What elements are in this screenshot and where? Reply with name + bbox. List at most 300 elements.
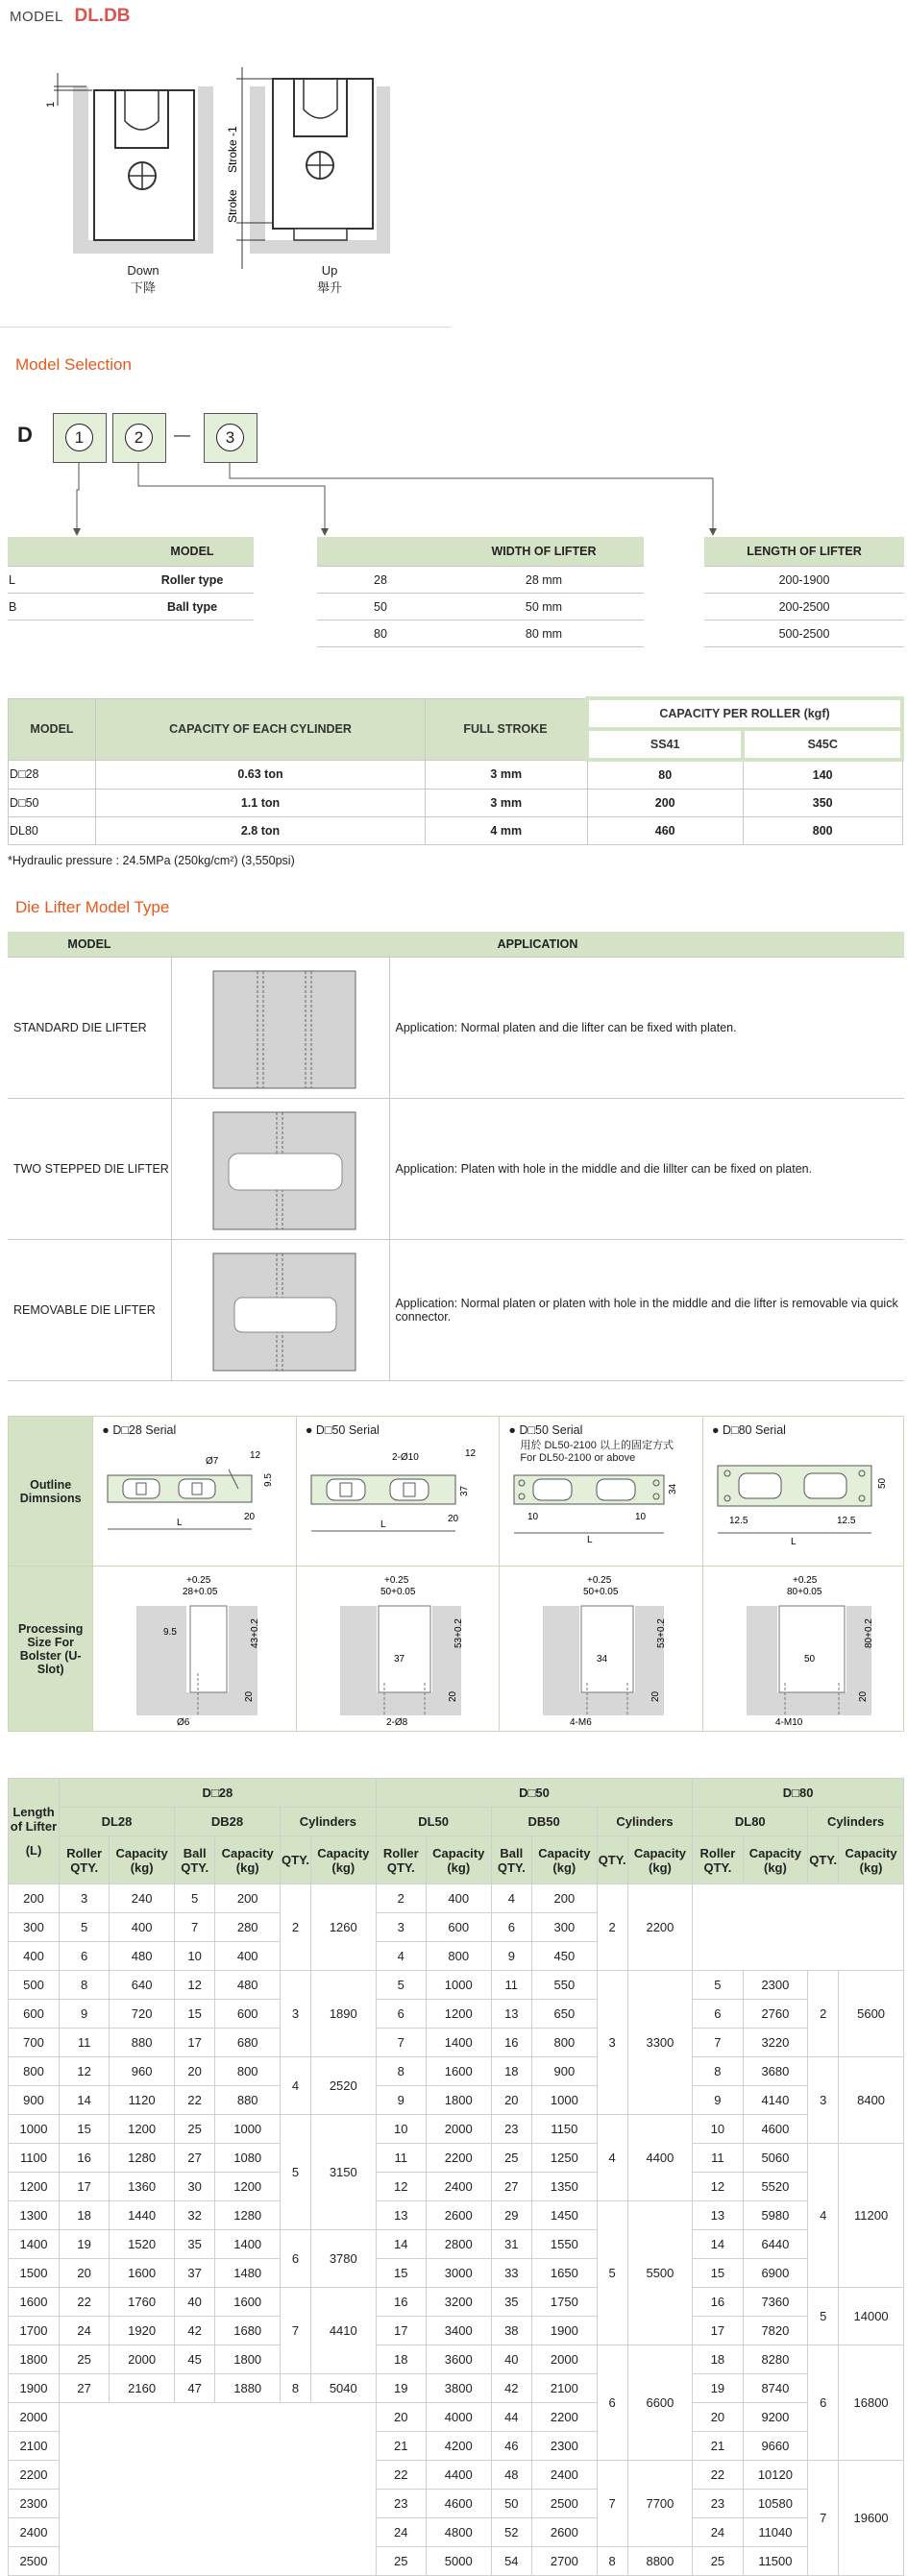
d50l-proc4: 53+0.2 bbox=[656, 1618, 668, 1648]
dl80-qty-cell: 12 bbox=[693, 2173, 743, 2201]
dl50-qty-cell: 3 bbox=[376, 1913, 426, 1942]
capacity-table bbox=[8, 696, 904, 845]
cyl28-qty-cell: 6 bbox=[281, 2230, 311, 2288]
d80-proc3: 50 bbox=[804, 1654, 816, 1665]
db50-header: DB50 bbox=[491, 1808, 597, 1836]
d50l-proc6: 4-M6 bbox=[570, 1717, 593, 1727]
dl80-qty-cell: 8 bbox=[693, 2057, 743, 2086]
db50-capacity-cell: 2400 bbox=[532, 2461, 598, 2490]
db50-qty-cell: 50 bbox=[491, 2490, 531, 2518]
dl80-qty-cell: 21 bbox=[693, 2432, 743, 2461]
table-row bbox=[9, 2144, 904, 2173]
cap-header-s45c: S45C bbox=[743, 729, 902, 760]
cyl28-capacity-cell: 3780 bbox=[310, 2230, 376, 2288]
db28-qty-cell: 27 bbox=[174, 2144, 214, 2173]
cyl50-capacity-cell: 7700 bbox=[627, 2461, 693, 2547]
cyl80-qty-cell: 5 bbox=[808, 2288, 839, 2345]
d50-proc1: +0.25 bbox=[383, 1575, 409, 1586]
d80-proc6: 4-M10 bbox=[775, 1717, 803, 1727]
db28-capacity-cell: 680 bbox=[215, 2029, 281, 2057]
cap-cylinder: 1.1 ton bbox=[96, 790, 426, 817]
stroke-label: Stroke bbox=[226, 189, 239, 223]
cyl28-capacity-cell: 1890 bbox=[310, 1971, 376, 2057]
db28-capacity-cell: 1880 bbox=[215, 2374, 281, 2403]
dl28-capacity-cell: 640 bbox=[110, 1971, 175, 2000]
dl28-qty-cell: 9 bbox=[60, 2000, 110, 2029]
cyl50-qty-cell: 4 bbox=[597, 2115, 627, 2201]
cyl50-capacity-cell: 4400 bbox=[627, 2115, 693, 2201]
dl28-qty-cell: 24 bbox=[60, 2317, 110, 2345]
db50-capacity-cell: 900 bbox=[532, 2057, 598, 2086]
empty-cell bbox=[60, 2403, 377, 2576]
cyl28-header: Cylinders bbox=[281, 1808, 377, 1836]
length-cell: 800 bbox=[9, 2057, 60, 2086]
dl50-qty-cell: 25 bbox=[376, 2547, 426, 2576]
cyl50-header: Cylinders bbox=[597, 1808, 693, 1836]
capacity-header: Capacity (kg) bbox=[215, 1836, 281, 1884]
db28-capacity-cell: 600 bbox=[215, 2000, 281, 2029]
table-row bbox=[9, 2000, 904, 2029]
dl50-qty-cell: 11 bbox=[376, 2144, 426, 2173]
db50-capacity-cell: 1900 bbox=[532, 2317, 598, 2345]
d50l-proc2: 50+0.05 bbox=[583, 1587, 619, 1597]
outline-note-en: For DL50-2100 or above bbox=[520, 1452, 636, 1464]
cyl50-capacity-cell: 6600 bbox=[627, 2345, 693, 2461]
dl80-capacity-cell: 7360 bbox=[743, 2288, 808, 2317]
dl80-capacity-cell: 10120 bbox=[743, 2461, 808, 2490]
dl28-qty-cell: 12 bbox=[60, 2057, 110, 2086]
model-code: L bbox=[8, 567, 131, 594]
dl80-capacity-cell: 6900 bbox=[743, 2259, 808, 2288]
cyl50-qty-cell: 3 bbox=[597, 1971, 627, 2115]
width-value: 50 mm bbox=[444, 594, 644, 620]
capacity-header: Capacity (kg) bbox=[310, 1836, 376, 1884]
dl28-capacity-cell: 1760 bbox=[110, 2288, 175, 2317]
dl50-capacity-cell: 800 bbox=[426, 1942, 491, 1971]
up-zh: 舉升 bbox=[316, 280, 342, 295]
db50-qty-cell: 38 bbox=[491, 2317, 531, 2345]
dl50-capacity-cell: 4800 bbox=[426, 2518, 491, 2547]
db28-qty-cell: 20 bbox=[174, 2057, 214, 2086]
cap-ss41: 460 bbox=[587, 817, 743, 845]
die-model-name: TWO STEPPED DIE LIFTER bbox=[8, 1099, 171, 1240]
dl80-capacity-cell: 2760 bbox=[743, 2000, 808, 2029]
db50-capacity-cell: 2200 bbox=[532, 2403, 598, 2432]
db50-qty-cell: 4 bbox=[491, 1884, 531, 1913]
d50-outline-drawing bbox=[298, 1437, 496, 1550]
outline-title-text: D□80 Serial bbox=[723, 1423, 786, 1437]
dl28-qty-cell: 19 bbox=[60, 2230, 110, 2259]
db50-qty-cell: 29 bbox=[491, 2201, 531, 2230]
length-cell: 2100 bbox=[9, 2432, 60, 2461]
dl50-qty-cell: 18 bbox=[376, 2345, 426, 2374]
dl80-capacity-cell: 8280 bbox=[743, 2345, 808, 2374]
d50-proc5: 20 bbox=[447, 1690, 458, 1702]
db50-capacity-cell: 1750 bbox=[532, 2288, 598, 2317]
length-cell: 1000 bbox=[9, 2115, 60, 2144]
dl80-header: DL80 bbox=[693, 1808, 808, 1836]
table-row bbox=[9, 2201, 904, 2230]
length-cell: 400 bbox=[9, 1942, 60, 1971]
dl80-qty-cell: 10 bbox=[693, 2115, 743, 2144]
d80-proc1: +0.25 bbox=[793, 1575, 818, 1586]
dl80-capacity-cell: 9200 bbox=[743, 2403, 808, 2432]
cap-header-model: MODEL bbox=[9, 698, 96, 760]
d28-group-header: D□28 bbox=[60, 1779, 377, 1808]
dl80-capacity-cell: 8740 bbox=[743, 2374, 808, 2403]
cyl28-qty-cell: 7 bbox=[281, 2288, 311, 2374]
die-application: Application: Normal platen or platen with hole in the middle and die lifter is removable via quick connector. bbox=[389, 1240, 904, 1381]
dl80-capacity-cell: 4140 bbox=[743, 2086, 808, 2115]
db50-capacity-cell: 1550 bbox=[532, 2230, 598, 2259]
d28-dim1: Ø7 bbox=[206, 1456, 219, 1467]
spec-table bbox=[8, 1778, 904, 2576]
cap-stroke: 3 mm bbox=[426, 760, 588, 790]
dl28-capacity-cell: 880 bbox=[110, 2029, 175, 2057]
dl50-capacity-cell: 2600 bbox=[426, 2201, 491, 2230]
dl28-capacity-cell: 1360 bbox=[110, 2173, 175, 2201]
die-application: Application: Platen with hole in the middle and die lillter can be fixed on platen. bbox=[389, 1099, 904, 1240]
d80-proc5: 20 bbox=[858, 1690, 869, 1702]
dl80-qty-cell: 19 bbox=[693, 2374, 743, 2403]
d50l-dim2: 10 bbox=[527, 1512, 539, 1522]
processing-cell-d50-large bbox=[500, 1567, 703, 1732]
processing-cell-d80 bbox=[703, 1567, 904, 1732]
slot-1: 1 bbox=[65, 424, 93, 451]
d50-dim1: 2-Ø10 bbox=[391, 1452, 419, 1463]
db50-qty-cell: 54 bbox=[491, 2547, 531, 2576]
length-cell: 1800 bbox=[9, 2345, 60, 2374]
dl50-qty-cell: 4 bbox=[376, 1942, 426, 1971]
dl28-qty-cell: 17 bbox=[60, 2173, 110, 2201]
cyl50-capacity-cell: 2200 bbox=[627, 1884, 693, 1971]
dl50-qty-cell: 7 bbox=[376, 2029, 426, 2057]
model-selection-title: Model Selection bbox=[15, 355, 132, 374]
model-type-table bbox=[8, 537, 254, 620]
cyl80-capacity-cell: 16800 bbox=[839, 2345, 904, 2461]
length-cell: 1500 bbox=[9, 2259, 60, 2288]
length-cell: 2200 bbox=[9, 2461, 60, 2490]
table-row bbox=[9, 1884, 904, 1913]
dl50-capacity-cell: 4000 bbox=[426, 2403, 491, 2432]
die-model-name: STANDARD DIE LIFTER bbox=[8, 958, 171, 1099]
dl50-qty-cell: 19 bbox=[376, 2374, 426, 2403]
outline-title: ● D□80 Serial bbox=[712, 1423, 786, 1437]
dl80-qty-cell: 16 bbox=[693, 2288, 743, 2317]
dl50-qty-cell: 2 bbox=[376, 1884, 426, 1913]
dl50-qty-cell: 9 bbox=[376, 2086, 426, 2115]
length-header: Length of Lifter bbox=[10, 1805, 58, 1834]
qty-header: QTY. bbox=[597, 1836, 627, 1884]
page-header bbox=[10, 6, 131, 27]
d28-outline-drawing bbox=[94, 1437, 292, 1550]
d28-proc4: 43+0.2 bbox=[250, 1618, 261, 1648]
table-row bbox=[9, 2115, 904, 2144]
cyl80-capacity-cell: 8400 bbox=[839, 2057, 904, 2144]
dl80-qty-cell: 14 bbox=[693, 2230, 743, 2259]
length-range: 200-1900 bbox=[704, 567, 904, 594]
cap-ss41: 80 bbox=[587, 760, 743, 790]
d50l-dim3: 10 bbox=[635, 1512, 647, 1522]
dl50-qty-cell: 16 bbox=[376, 2288, 426, 2317]
d50-large-processing-drawing bbox=[501, 1567, 699, 1727]
db50-qty-cell: 44 bbox=[491, 2403, 531, 2432]
db28-capacity-cell: 1480 bbox=[215, 2259, 281, 2288]
dl28-qty-cell: 15 bbox=[60, 2115, 110, 2144]
cyl28-capacity-cell: 3150 bbox=[310, 2115, 376, 2230]
table-row bbox=[9, 2345, 904, 2374]
dl50-capacity-cell: 3800 bbox=[426, 2374, 491, 2403]
d28-proc1: +0.25 bbox=[186, 1575, 211, 1586]
d28-proc3: 9.5 bbox=[163, 1627, 178, 1638]
dl80-capacity-cell: 10580 bbox=[743, 2490, 808, 2518]
dl28-qty-cell: 22 bbox=[60, 2288, 110, 2317]
d80-outline-drawing bbox=[704, 1437, 902, 1550]
db28-capacity-cell: 1680 bbox=[215, 2317, 281, 2345]
capacity-header: Capacity (kg) bbox=[743, 1836, 808, 1884]
cyl80-capacity-cell: 11200 bbox=[839, 2144, 904, 2288]
cap-stroke: 4 mm bbox=[426, 817, 588, 845]
cap-s45c: 800 bbox=[743, 817, 902, 845]
db28-qty-cell: 7 bbox=[174, 1913, 214, 1942]
removable-die-lifter-image bbox=[173, 1242, 388, 1376]
dl28-header: DL28 bbox=[60, 1808, 175, 1836]
dl28-capacity-cell: 2000 bbox=[110, 2345, 175, 2374]
cap-header-ss41: SS41 bbox=[587, 729, 743, 760]
table-row bbox=[9, 1971, 904, 2000]
d50-processing-drawing bbox=[298, 1567, 496, 1727]
dl50-capacity-cell: 2000 bbox=[426, 2115, 491, 2144]
dl28-qty-cell: 14 bbox=[60, 2086, 110, 2115]
db28-qty-cell: 10 bbox=[174, 1942, 214, 1971]
db28-qty-cell: 15 bbox=[174, 2000, 214, 2029]
db50-capacity-cell: 2500 bbox=[532, 2490, 598, 2518]
width-code: 28 bbox=[317, 567, 444, 594]
width-code: 80 bbox=[317, 620, 444, 647]
dl28-capacity-cell: 720 bbox=[110, 2000, 175, 2029]
db50-capacity-cell: 300 bbox=[532, 1913, 598, 1942]
table-row bbox=[9, 2230, 904, 2259]
spec-table-body bbox=[9, 1884, 904, 2576]
dl50-capacity-cell: 1600 bbox=[426, 2057, 491, 2086]
db50-capacity-cell: 2000 bbox=[532, 2345, 598, 2374]
db28-capacity-cell: 400 bbox=[215, 1942, 281, 1971]
db28-qty-cell: 35 bbox=[174, 2230, 214, 2259]
processing-row-label: Processing Size For Bolster (U-Slot) bbox=[9, 1567, 93, 1732]
model-label: MODEL bbox=[10, 9, 63, 25]
roller-qty-header: Roller QTY. bbox=[60, 1836, 110, 1884]
dl50-qty-cell: 14 bbox=[376, 2230, 426, 2259]
length-cell: 300 bbox=[9, 1913, 60, 1942]
dl80-capacity-cell: 5980 bbox=[743, 2201, 808, 2230]
ball-qty-header: Ball QTY. bbox=[491, 1836, 531, 1884]
width-table bbox=[317, 537, 644, 647]
cap-model: D□28 bbox=[9, 760, 96, 790]
capacity-header: Capacity (kg) bbox=[532, 1836, 598, 1884]
db28-capacity-cell: 1000 bbox=[215, 2115, 281, 2144]
cyl50-qty-cell: 2 bbox=[597, 1884, 627, 1971]
dl50-capacity-cell: 3400 bbox=[426, 2317, 491, 2345]
dl50-qty-cell: 20 bbox=[376, 2403, 426, 2432]
dl80-capacity-cell: 3680 bbox=[743, 2057, 808, 2086]
cap-header-stroke: FULL STROKE bbox=[426, 698, 588, 760]
d50-proc2: 50+0.05 bbox=[380, 1587, 416, 1597]
length-cell: 1200 bbox=[9, 2173, 60, 2201]
d50l-proc1: +0.25 bbox=[587, 1575, 612, 1586]
dl80-qty-cell: 22 bbox=[693, 2461, 743, 2490]
db28-qty-cell: 12 bbox=[174, 1971, 214, 2000]
die-image-cell bbox=[171, 958, 389, 1099]
d80-proc2: 80+0.05 bbox=[787, 1587, 822, 1597]
dl28-qty-cell: 11 bbox=[60, 2029, 110, 2057]
down-caption bbox=[119, 263, 167, 296]
db50-qty-cell: 40 bbox=[491, 2345, 531, 2374]
d80-dim3: 12.5 bbox=[837, 1516, 856, 1526]
db50-capacity-cell: 1450 bbox=[532, 2201, 598, 2230]
dl28-capacity-cell: 1520 bbox=[110, 2230, 175, 2259]
cap-cylinder: 2.8 ton bbox=[96, 817, 426, 845]
outline-cell-d50-large bbox=[500, 1417, 703, 1567]
capacity-header: Capacity (kg) bbox=[426, 1836, 491, 1884]
db28-capacity-cell: 1280 bbox=[215, 2201, 281, 2230]
standard-die-lifter-image bbox=[173, 960, 388, 1094]
outline-title: ● D□50 Serial bbox=[305, 1423, 380, 1437]
length-cell: 500 bbox=[9, 1971, 60, 2000]
cyl50-capacity-cell: 5500 bbox=[627, 2201, 693, 2345]
length-cell: 1700 bbox=[9, 2317, 60, 2345]
cap-s45c: 140 bbox=[743, 760, 902, 790]
width-value: 80 mm bbox=[444, 620, 644, 647]
cyl50-qty-cell: 5 bbox=[597, 2201, 627, 2345]
dl50-capacity-cell: 1000 bbox=[426, 1971, 491, 2000]
dl80-capacity-cell: 2300 bbox=[743, 1971, 808, 2000]
qty-header: QTY. bbox=[281, 1836, 311, 1884]
length-cell: 1400 bbox=[9, 2230, 60, 2259]
outline-row-label: Outline Dimnsions bbox=[9, 1417, 93, 1567]
db50-capacity-cell: 550 bbox=[532, 1971, 598, 2000]
d80-proc4: 80+0.2 bbox=[864, 1618, 874, 1648]
d28-proc6: Ø6 bbox=[177, 1717, 190, 1727]
length-cell: 2400 bbox=[9, 2518, 60, 2547]
db28-header: DB28 bbox=[174, 1808, 280, 1836]
d50-proc3: 37 bbox=[393, 1654, 404, 1665]
outline-title-text: D□28 Serial bbox=[112, 1423, 177, 1437]
length-range: 200-2500 bbox=[704, 594, 904, 620]
d50l-dim1: 34 bbox=[668, 1483, 679, 1495]
dl50-capacity-cell: 1200 bbox=[426, 2000, 491, 2029]
d50-proc6: 2-Ø8 bbox=[385, 1717, 408, 1727]
dl50-capacity-cell: 3200 bbox=[426, 2288, 491, 2317]
d50-large-outline-drawing bbox=[501, 1464, 699, 1548]
dl28-qty-cell: 25 bbox=[60, 2345, 110, 2374]
db50-qty-cell: 11 bbox=[491, 1971, 531, 2000]
cap-stroke: 3 mm bbox=[426, 790, 588, 817]
dl50-capacity-cell: 2800 bbox=[426, 2230, 491, 2259]
db50-capacity-cell: 2300 bbox=[532, 2432, 598, 2461]
db50-qty-cell: 42 bbox=[491, 2374, 531, 2403]
dl50-qty-cell: 23 bbox=[376, 2490, 426, 2518]
table-row bbox=[9, 2317, 904, 2345]
db28-capacity-cell: 880 bbox=[215, 2086, 281, 2115]
dl28-capacity-cell: 240 bbox=[110, 1884, 175, 1913]
cyl80-capacity-cell: 5600 bbox=[839, 1971, 904, 2057]
dl28-qty-cell: 27 bbox=[60, 2374, 110, 2403]
db50-qty-cell: 18 bbox=[491, 2057, 531, 2086]
dl28-capacity-cell: 2160 bbox=[110, 2374, 175, 2403]
dl80-qty-cell: 20 bbox=[693, 2403, 743, 2432]
db28-qty-cell: 30 bbox=[174, 2173, 214, 2201]
db28-qty-cell: 17 bbox=[174, 2029, 214, 2057]
dl50-capacity-cell: 600 bbox=[426, 1913, 491, 1942]
d80-group-header: D□80 bbox=[693, 1779, 904, 1808]
processing-cell-d28 bbox=[93, 1567, 297, 1732]
roller-qty-header: Roller QTY. bbox=[693, 1836, 743, 1884]
capacity-header: Capacity (kg) bbox=[839, 1836, 904, 1884]
width-header: WIDTH OF LIFTER bbox=[444, 537, 644, 567]
db50-capacity-cell: 650 bbox=[532, 2000, 598, 2029]
slot-3-box bbox=[204, 413, 257, 463]
dl50-qty-cell: 17 bbox=[376, 2317, 426, 2345]
outline-title-text: D□50 Serial bbox=[519, 1423, 583, 1437]
dl50-capacity-cell: 1400 bbox=[426, 2029, 491, 2057]
length-unit: (L) bbox=[25, 1843, 42, 1858]
dl50-capacity-cell: 3600 bbox=[426, 2345, 491, 2374]
cyl28-qty-cell: 3 bbox=[281, 1971, 311, 2057]
up-caption bbox=[306, 263, 354, 296]
length-cell: 600 bbox=[9, 2000, 60, 2029]
d50-dim3: 37 bbox=[458, 1485, 470, 1496]
d28-proc5: 20 bbox=[244, 1690, 256, 1702]
dl28-capacity-cell: 480 bbox=[110, 1942, 175, 1971]
dl50-capacity-cell: 3000 bbox=[426, 2259, 491, 2288]
cyl50-capacity-cell: 3300 bbox=[627, 1971, 693, 2115]
capacity-header: Capacity (kg) bbox=[627, 1836, 693, 1884]
dl80-capacity-cell: 7820 bbox=[743, 2317, 808, 2345]
model-type: Ball type bbox=[131, 594, 254, 620]
db50-capacity-cell: 800 bbox=[532, 2029, 598, 2057]
cyl80-qty-cell: 3 bbox=[808, 2057, 839, 2144]
cap-ss41: 200 bbox=[587, 790, 743, 817]
dl28-capacity-cell: 1600 bbox=[110, 2259, 175, 2288]
dl50-header: DL50 bbox=[376, 1808, 491, 1836]
cyl80-qty-cell: 2 bbox=[808, 1971, 839, 2057]
db50-qty-cell: 13 bbox=[491, 2000, 531, 2029]
dl28-qty-cell: 18 bbox=[60, 2201, 110, 2230]
db50-capacity-cell: 1150 bbox=[532, 2115, 598, 2144]
slot-2-box bbox=[112, 413, 166, 463]
db50-qty-cell: 48 bbox=[491, 2461, 531, 2490]
db28-qty-cell: 5 bbox=[174, 1884, 214, 1913]
cyl50-capacity-cell: 8800 bbox=[627, 2547, 693, 2576]
hydraulic-note: *Hydraulic pressure : 24.5MPa (250kg/cm²) (3,550psi) bbox=[8, 854, 295, 867]
length-cell: 2000 bbox=[9, 2403, 60, 2432]
cyl28-qty-cell: 5 bbox=[281, 2115, 311, 2230]
length-table bbox=[704, 537, 904, 647]
dl80-capacity-cell: 9660 bbox=[743, 2432, 808, 2461]
dl50-capacity-cell: 5000 bbox=[426, 2547, 491, 2576]
dl80-qty-cell: 18 bbox=[693, 2345, 743, 2374]
db28-qty-cell: 25 bbox=[174, 2115, 214, 2144]
cyl80-qty-cell: 4 bbox=[808, 2144, 839, 2288]
dl28-capacity-cell: 960 bbox=[110, 2057, 175, 2086]
cap-model: DL80 bbox=[9, 817, 96, 845]
dl80-capacity-cell: 5520 bbox=[743, 2173, 808, 2201]
width-code: 50 bbox=[317, 594, 444, 620]
dl80-qty-cell: 24 bbox=[693, 2518, 743, 2547]
empty-cell bbox=[693, 1884, 904, 1971]
dl80-qty-cell: 13 bbox=[693, 2201, 743, 2230]
cyl50-qty-cell: 8 bbox=[597, 2547, 627, 2576]
